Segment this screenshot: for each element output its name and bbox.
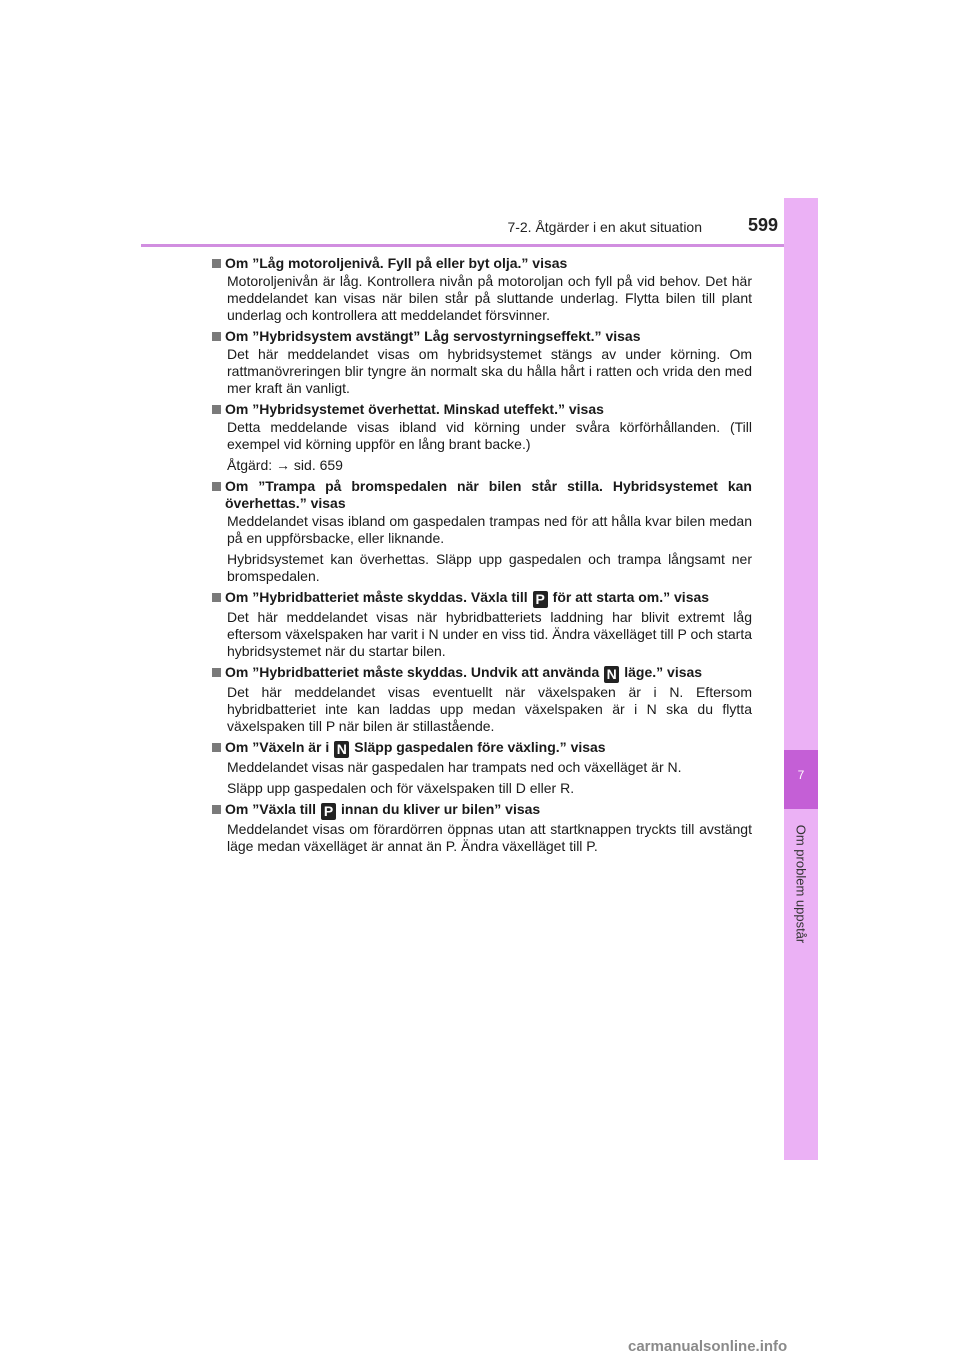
square-bullet-icon <box>212 405 221 414</box>
gear-n-icon: N <box>604 666 619 683</box>
section-paragraph: Meddelandet visas när gaspedalen har trampats ned och växelläget är N. <box>227 759 682 775</box>
section-battery-avoid-n <box>212 664 752 735</box>
page-number: 599 <box>747 215 778 235</box>
gear-p-icon: P <box>533 591 548 608</box>
section-heading: Om ”Hybridbatteriet måste skyddas. Växla till P för att starta om.” visas <box>212 589 752 608</box>
section-paragraph: Detta meddelande visas ibland vid körning under svåra körförhållanden. (Till exempel vid körning uppför en lång brant backe.) <box>227 419 752 452</box>
section-heading: Om ”Hybridsystemet överhettat. Minskad uteffekt.” visas <box>212 401 752 418</box>
watermark: carmanualsonline.info <box>628 1338 788 1355</box>
square-bullet-icon <box>212 805 221 814</box>
section-paragraph: Meddelandet visas ibland om gaspedalen trampas ned för att hålla kvar bilen medan på en uppförsbacke, eller liknande. <box>227 513 752 546</box>
section-heading: Om ”Växla till P innan du kliver ur bilen” visas <box>212 801 752 820</box>
section-paragraph: Motoroljenivån är låg. Kontrollera nivån på motoroljan och fyll på vid behov. Det här meddelandet kan visas när bilen står på sluttande underlag. Flytta bilen till plant underlag och kontrollera att meddelandet försvinner. <box>227 273 752 323</box>
section-paragraph: Hybridsystemet kan överhettas. Släpp upp gaspedalen och trampa långsamt ner bromspedalen. <box>227 551 752 584</box>
section-heading: Om ”Hybridbatteriet måste skyddas. Undvik att använda N läge.” visas <box>212 664 752 683</box>
section-shift-to-p <box>212 801 752 855</box>
main-content <box>212 255 752 859</box>
section-brake-pedal <box>212 478 752 585</box>
gear-p-icon: P <box>321 803 336 820</box>
section-hybrid-off <box>212 328 752 397</box>
chapter-side-tab <box>784 198 818 1160</box>
section-heading: Om ”Trampa på bromspedalen när bilen står stilla. Hybridsystemet kan överhettas.” visas <box>212 478 752 512</box>
square-bullet-icon <box>212 332 221 341</box>
square-bullet-icon <box>212 743 221 752</box>
section-heading: Om ”Växeln är i N Släpp gaspedalen före växling.” visas <box>212 739 752 758</box>
section-paragraph: Det här meddelandet visas när hybridbatteriets laddning har blivit extremt låg eftersom växelspaken har varit i N under en viss tid. Ändra växelläget till P och starta hybridsystemet när du startar bilen. <box>227 609 752 659</box>
header-section-title: 7-2. Åtgärder i en akut situation <box>507 219 702 235</box>
section-heading: Om ”Låg motoroljenivå. Fyll på eller byt olja.” visas <box>212 255 752 272</box>
square-bullet-icon <box>212 259 221 268</box>
section-heading: Om ”Hybridsystem avstängt” Låg servostyrningseffekt.” visas <box>212 328 752 345</box>
square-bullet-icon <box>212 668 221 677</box>
action-reference: Åtgärd: → sid. 659 <box>227 457 343 473</box>
section-low-oil <box>212 255 752 324</box>
section-hybrid-overheat <box>212 401 752 474</box>
section-paragraph: Släpp upp gaspedalen och för växelspaken till D eller R. <box>227 780 575 796</box>
section-gear-in-n <box>212 739 752 797</box>
header-divider <box>141 244 818 247</box>
section-paragraph: Det här meddelandet visas eventuellt när växelspaken är i N. Eftersom hybridbatteriet inte kan laddas upp medan växelspaken är i N ska du flytta växelspaken till P när bilen är stillastående. <box>227 684 752 734</box>
page-reference-link[interactable]: sid. 659 <box>293 457 343 473</box>
section-battery-shift-p <box>212 589 752 660</box>
gear-n-icon: N <box>334 741 349 758</box>
section-paragraph: Meddelandet visas om förardörren öppnas utan att startknappen tryckts till avstängt läge medan växelläget är annat än P. Ändra växelläget till P. <box>227 821 752 854</box>
arrow-icon: → <box>276 457 291 473</box>
chapter-title: Om problem uppstår <box>793 824 809 944</box>
square-bullet-icon <box>212 482 221 491</box>
section-paragraph: Det här meddelandet visas om hybridsystemet stängs av under körning. Om rattmanövreringen blir tyngre än normalt ska du hålla hårt i ratten och vrida den med mer kraft än vanligt. <box>227 346 752 396</box>
square-bullet-icon <box>212 593 221 602</box>
chapter-number: 7 <box>797 768 805 782</box>
